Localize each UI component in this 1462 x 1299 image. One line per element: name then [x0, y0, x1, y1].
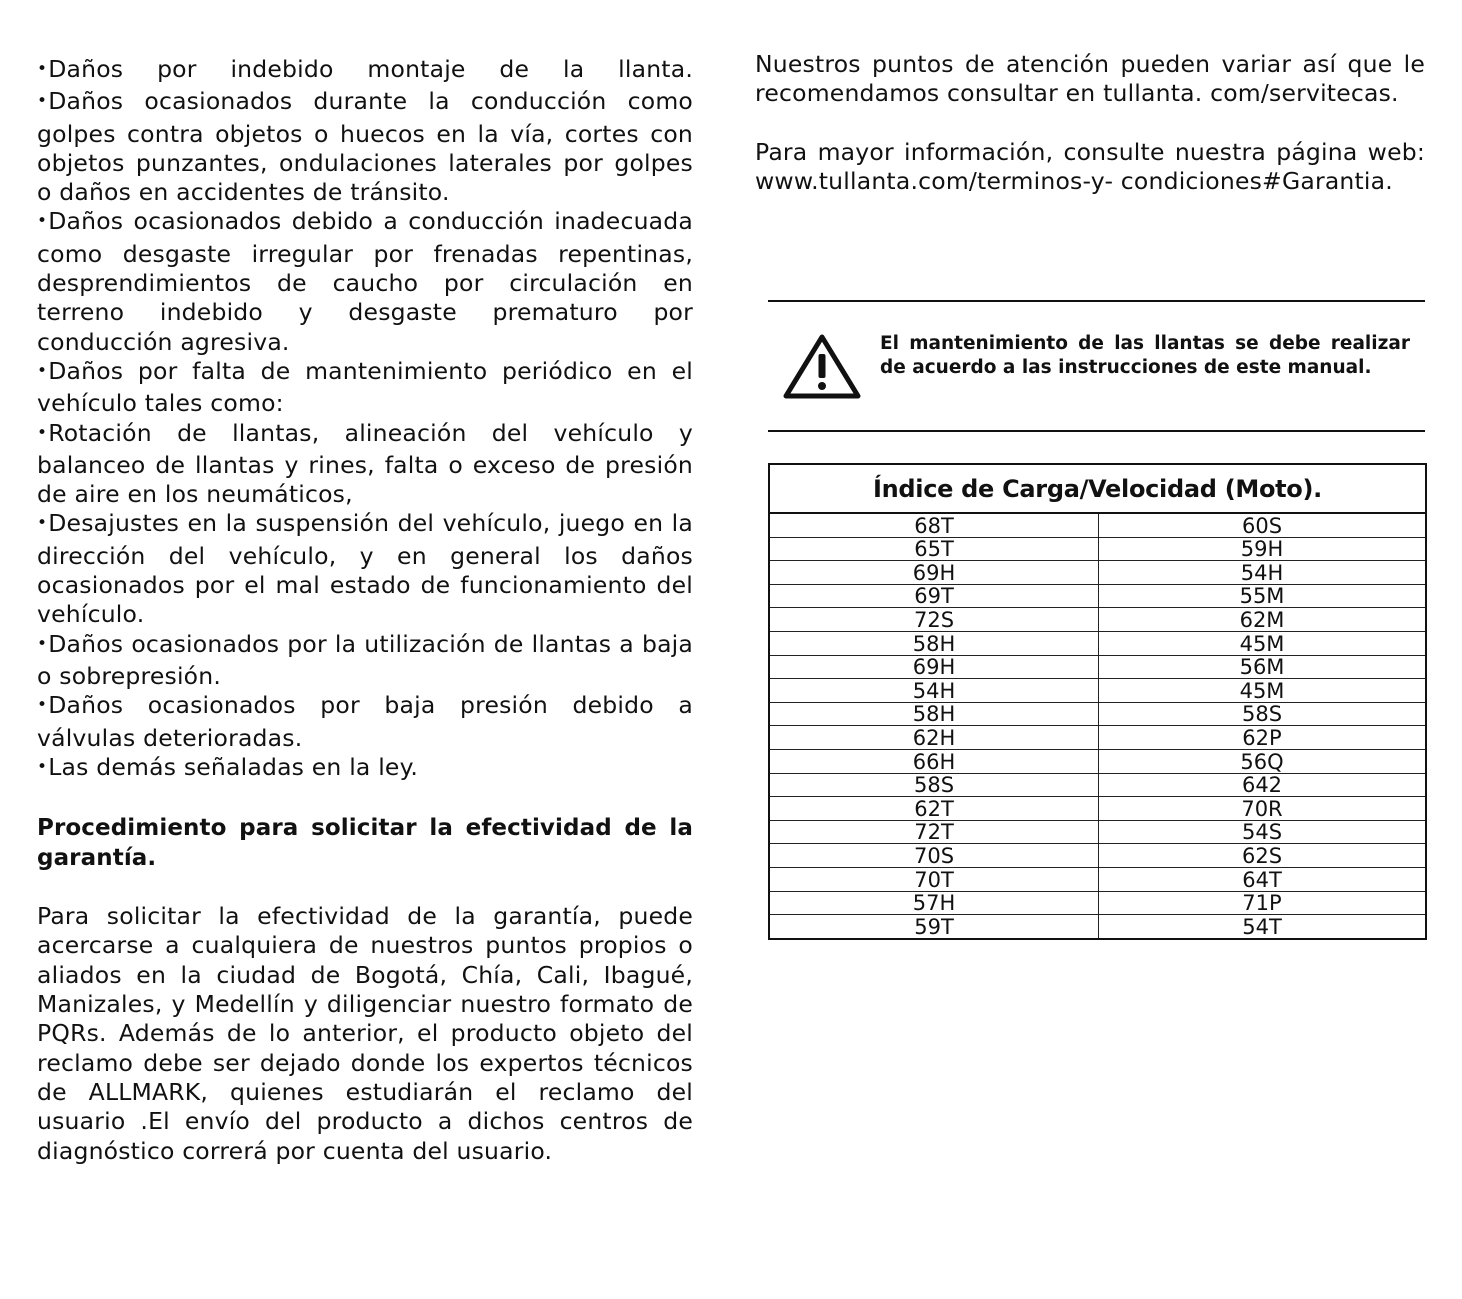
table-cell: 69H	[769, 561, 1099, 585]
table-cell: 62M	[1099, 608, 1427, 632]
table-cell: 66H	[769, 749, 1099, 773]
table-cell: 54S	[1099, 820, 1427, 844]
table-row	[769, 749, 1426, 773]
left-column	[37, 55, 693, 1166]
table-cell: 58S	[1099, 702, 1427, 726]
divider-bottom	[768, 430, 1425, 432]
table-row	[769, 820, 1426, 844]
table-cell: 68T	[769, 513, 1099, 537]
table-row	[769, 844, 1426, 868]
table-cell: 70S	[769, 844, 1099, 868]
table-row	[769, 915, 1426, 939]
list-item: • Daños ocasionados debido a conducción inadecuada como desgaste irregular por frenadas repentinas, desprendimientos de caucho por circulación en terreno indebido y desgaste prematuro por conducción agresiva.	[37, 207, 693, 356]
list-item: • Rotación de llantas, alineación del vehículo y balanceo de llantas y rines, falta o exceso de presión de aire en los neumáticos,	[37, 419, 693, 510]
table-row	[769, 608, 1426, 632]
table-cell: 64T	[1099, 867, 1427, 891]
table-cell: 65T	[769, 537, 1099, 561]
table-cell: 62P	[1099, 726, 1427, 750]
list-item: • Daños por indebido montaje de la llanta.	[37, 55, 693, 87]
table-row	[769, 891, 1426, 915]
table-cell: 45M	[1099, 679, 1427, 703]
table-cell: 60S	[1099, 513, 1427, 537]
table-cell: 69H	[769, 655, 1099, 679]
table-row	[769, 584, 1426, 608]
spacer	[37, 873, 693, 902]
table-row	[769, 631, 1426, 655]
procedure-paragraph: Para solicitar la efectividad de la garantía, puede acercarse a cualquiera de nuestros puntos propios o aliados en la ciudad de Bogotá, Chía, Cali, Ibagué, Manizales, y Medellín y diligenciar nuestro formato de PQRs. Además de lo anterior, el producto objeto del reclamo debe ser dejado donde los expertos técnicos de ALLMARK, quienes estudiarán el reclamo del usuario .El envío del producto a dichos centros de diagnóstico correrá por cuenta del usuario.	[37, 902, 693, 1165]
table-cell: 62T	[769, 797, 1099, 821]
table-row	[769, 867, 1426, 891]
table-cell: 72T	[769, 820, 1099, 844]
table-row	[769, 773, 1426, 797]
spacer	[755, 109, 1425, 138]
table-cell: 56M	[1099, 655, 1427, 679]
service-points-paragraph: Nuestros puntos de atención pueden variar así que le recomendamos consultar en tullanta. com/servitecas.	[755, 50, 1425, 108]
list-item: • Desajustes en la suspensión del vehículo, juego en la dirección del vehículo, y en general los daños ocasionados por el mal estado de funcionamiento del vehículo.	[37, 509, 693, 629]
spacer	[37, 785, 693, 814]
table-cell: 59T	[769, 915, 1099, 939]
table-row	[769, 679, 1426, 703]
table-row	[769, 561, 1426, 585]
table-cell: 62S	[1099, 844, 1427, 868]
table-title: Índice de Carga/Velocidad (Moto).	[769, 464, 1426, 513]
table-cell: 62H	[769, 726, 1099, 750]
table-cell: 54H	[769, 679, 1099, 703]
table-cell: 72S	[769, 608, 1099, 632]
table-cell: 54T	[1099, 915, 1427, 939]
table-cell: 71P	[1099, 891, 1427, 915]
table-cell: 642	[1099, 773, 1427, 797]
table-row	[769, 513, 1426, 537]
table-cell: 45M	[1099, 631, 1427, 655]
warning-text: El mantenimiento de las llantas se debe realizar de acuerdo a las instrucciones de este manual.	[880, 333, 1410, 378]
list-item: • Daños ocasionados durante la conducción como golpes contra objetos o huecos en la vía, cortes con objetos punzantes, ondulaciones laterales por golpes o daños en accidentes de tránsito.	[37, 87, 693, 207]
table-cell: 69T	[769, 584, 1099, 608]
warning-triangle-icon	[782, 332, 862, 402]
table-row	[769, 797, 1426, 821]
warning-callout	[782, 330, 1422, 405]
table-cell: 58S	[769, 773, 1099, 797]
right-column	[755, 50, 1425, 196]
table-cell: 55M	[1099, 584, 1427, 608]
table-cell: 57H	[769, 891, 1099, 915]
table-cell: 70T	[769, 867, 1099, 891]
list-item: • Daños ocasionados por baja presión debido a válvulas deterioradas.	[37, 691, 693, 753]
table-cell: 58H	[769, 702, 1099, 726]
table-row	[769, 537, 1426, 561]
table-cell: 70R	[1099, 797, 1427, 821]
list-item: • Las demás señaladas en la ley.	[37, 753, 693, 785]
divider-top	[768, 300, 1425, 302]
procedure-heading: Procedimiento para solicitar la efectividad de la garantía.	[37, 815, 693, 871]
table-cell: 54H	[1099, 561, 1427, 585]
load-speed-index-table	[768, 463, 1427, 940]
list-item: • Daños ocasionados por la utilización de llantas a baja o sobrepresión.	[37, 630, 693, 692]
table-row	[769, 655, 1426, 679]
list-item: • Daños por falta de mantenimiento periódico en el vehículo tales como:	[37, 357, 693, 419]
exclusions-list	[37, 55, 693, 785]
more-info-paragraph: Para mayor información, consulte nuestra página web: www.tullanta.com/terminos-y- condiciones#Garantia.	[755, 137, 1425, 195]
table-cell: 56Q	[1099, 749, 1427, 773]
table-row	[769, 702, 1426, 726]
table-row	[769, 726, 1426, 750]
table-cell: 58H	[769, 631, 1099, 655]
table-cell: 59H	[1099, 537, 1427, 561]
